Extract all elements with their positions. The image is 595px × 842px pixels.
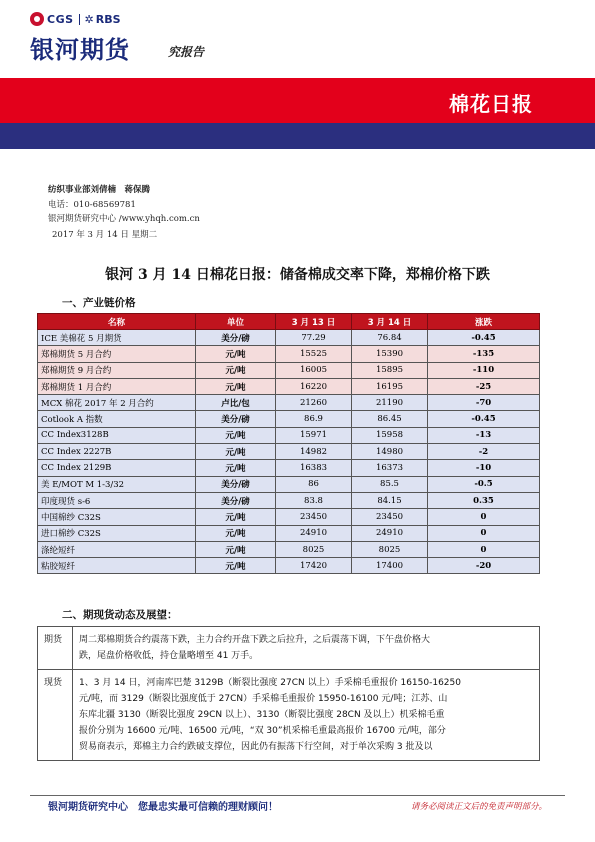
- cell-unit: 卢比/包: [196, 395, 276, 411]
- cell-mar14: 14980: [352, 444, 428, 460]
- spot-label: 现货: [38, 670, 73, 761]
- logo-cgs-text: CGS: [47, 12, 74, 26]
- cell-mar13: 15971: [276, 427, 352, 443]
- cell-unit: 元/吨: [196, 378, 276, 394]
- cell-change: -25: [428, 378, 540, 394]
- cell-name: CC Index 2227B: [38, 444, 196, 460]
- cell-name: Cotlook A 指数: [38, 411, 196, 427]
- table-row: [38, 525, 540, 541]
- main-title: 银河 3 月 14 日棉花日报：储备棉成交率下降，郑棉价格下跌: [105, 267, 490, 283]
- cell-mar14: 76.84: [352, 330, 428, 346]
- cell-change: -2: [428, 444, 540, 460]
- cell-change: 0: [428, 525, 540, 541]
- table-row: [38, 476, 540, 492]
- cell-change: 0: [428, 541, 540, 557]
- table-row: [38, 427, 540, 443]
- table-header-row: [38, 314, 540, 330]
- price-table: [37, 313, 540, 574]
- cell-mar13: 23450: [276, 509, 352, 525]
- cell-unit: 美分/磅: [196, 476, 276, 492]
- footer-slogan: 银河期货研究中心 您最忠实最可信赖的理财顾问！: [48, 802, 278, 813]
- cell-mar14: 85.5: [352, 476, 428, 492]
- cell-change: -70: [428, 395, 540, 411]
- cell-name: CC Index 2129B: [38, 460, 196, 476]
- futures-text: 周二郑棉期货合约震荡下跌，主力合约开盘下跌之后拉升，之后震荡下调，下午盘价格大 跌，尾盘价格收低，持仓量略增至 41 万手。: [73, 627, 540, 670]
- cell-unit: 元/吨: [196, 460, 276, 476]
- cell-mar13: 86: [276, 476, 352, 492]
- cell-unit: 元/吨: [196, 444, 276, 460]
- table-row: [38, 460, 540, 476]
- cell-mar14: 84.15: [352, 492, 428, 508]
- cell-change: -10: [428, 460, 540, 476]
- table-row: [38, 558, 540, 574]
- cell-name: MCX 棉花 2017 年 2 月合约: [38, 395, 196, 411]
- futures-label: 期货: [38, 627, 73, 670]
- cell-change: -0.5: [428, 476, 540, 492]
- cell-mar14: 15390: [352, 346, 428, 362]
- cell-change: -13: [428, 427, 540, 443]
- cell-mar13: 16383: [276, 460, 352, 476]
- cell-unit: 美分/磅: [196, 330, 276, 346]
- header-band-navy: [0, 123, 595, 149]
- table-row: [38, 346, 540, 362]
- cell-mar14: 24910: [352, 525, 428, 541]
- table-row: [38, 330, 540, 346]
- cell-mar13: 83.8: [276, 492, 352, 508]
- date-line: 2017 年 3 月 14 日 星期二: [52, 230, 158, 240]
- author-line: 纺织事业部刘倩楠 蒋保腾: [48, 185, 151, 195]
- cell-unit: 元/吨: [196, 509, 276, 525]
- cell-change: -20: [428, 558, 540, 574]
- section-title-outlook: 二、期现货动态及展望：: [62, 609, 178, 621]
- cell-mar13: 8025: [276, 541, 352, 557]
- cell-name: CC Index3128B: [38, 427, 196, 443]
- table-row: [38, 541, 540, 557]
- cell-unit: 元/吨: [196, 525, 276, 541]
- cell-unit: 元/吨: [196, 541, 276, 557]
- report-title: 棉花日报: [449, 92, 533, 116]
- brand-subtitle: 究报告: [168, 45, 205, 59]
- cell-unit: 元/吨: [196, 346, 276, 362]
- cell-unit: 元/吨: [196, 558, 276, 574]
- spot-text: 1、3 月 14 日，河南库巴楚 3129B（断裂比强度 27CN 以上）手采棉毛重报价 16150-16250 元/吨，而 3129（断裂比强度低于 27CN）手采棉毛重报价 15950-16100 元/吨；江苏、山 东库北疆 3130（断裂比强度 29CN 以上）、3130（断裂比强度 28CN 及以上）机采棉毛重 报价分别为 16600 元/吨、16500 元/吨，“双 30”机采棉毛重最高报价 16700 元/吨，部分 贸易商表示，郑棉主力合约跌破支撑位，因此仍有振荡下行空间，对于单次采购 3 批及以: [73, 670, 540, 761]
- cell-name: 印度现货 s-6: [38, 492, 196, 508]
- center-line: 银河期货研究中心 /www.yhqh.com.cn: [48, 214, 200, 224]
- col-header-mar14: 3 月 14 日: [352, 314, 428, 330]
- rbs-logo-icon: ✲: [84, 12, 94, 26]
- cell-change: -0.45: [428, 330, 540, 346]
- cell-name: 郑棉期货 9 月合约: [38, 362, 196, 378]
- table-row: [38, 362, 540, 378]
- cell-name: 郑棉期货 5 月合约: [38, 346, 196, 362]
- cgs-logo-icon: [30, 12, 44, 26]
- cell-unit: 元/吨: [196, 362, 276, 378]
- cell-mar13: 15525: [276, 346, 352, 362]
- logo-divider: [79, 14, 80, 25]
- table-row: [38, 378, 540, 394]
- col-header-name: 名称: [38, 314, 196, 330]
- phone-line: 电话：010-68569781: [48, 200, 136, 210]
- cell-mar13: 16220: [276, 378, 352, 394]
- outlook-row-futures: [38, 627, 540, 670]
- cell-name: 中国棉纱 C32S: [38, 509, 196, 525]
- cell-unit: 元/吨: [196, 427, 276, 443]
- footer-disclaimer: 请务必阅读正文后的免责声明部分。: [410, 802, 547, 812]
- cell-mar14: 23450: [352, 509, 428, 525]
- cell-change: -110: [428, 362, 540, 378]
- cell-mar14: 16373: [352, 460, 428, 476]
- cell-name: 郑棉期货 1 月合约: [38, 378, 196, 394]
- section-title-prices: 一、产业链价格: [62, 297, 136, 309]
- cell-mar14: 86.45: [352, 411, 428, 427]
- cell-mar14: 17400: [352, 558, 428, 574]
- cell-mar14: 8025: [352, 541, 428, 557]
- col-header-change: 涨跌: [428, 314, 540, 330]
- table-row: [38, 395, 540, 411]
- cell-mar13: 16005: [276, 362, 352, 378]
- cell-mar13: 24910: [276, 525, 352, 541]
- cell-mar13: 17420: [276, 558, 352, 574]
- cell-name: 美 E/MOT M 1-3/32: [38, 476, 196, 492]
- cell-change: 0.35: [428, 492, 540, 508]
- col-header-unit: 单位: [196, 314, 276, 330]
- cell-mar14: 15958: [352, 427, 428, 443]
- col-header-mar13: 3 月 13 日: [276, 314, 352, 330]
- outlook-row-spot: [38, 670, 540, 761]
- cell-name: 粘胶短纤: [38, 558, 196, 574]
- cell-unit: 美分/磅: [196, 492, 276, 508]
- cell-mar14: 15895: [352, 362, 428, 378]
- outlook-table: [37, 626, 540, 761]
- table-row: [38, 492, 540, 508]
- footer-divider: [30, 795, 565, 796]
- table-row: [38, 444, 540, 460]
- cell-name: 进口棉纱 C32S: [38, 525, 196, 541]
- table-row: [38, 411, 540, 427]
- cell-mar14: 21190: [352, 395, 428, 411]
- cell-change: 0: [428, 509, 540, 525]
- brand-name: 银河期货: [30, 36, 130, 64]
- cell-mar13: 14982: [276, 444, 352, 460]
- cell-change: -135: [428, 346, 540, 362]
- logo: [30, 12, 121, 26]
- cell-mar13: 86.9: [276, 411, 352, 427]
- table-row: [38, 509, 540, 525]
- cell-change: -0.45: [428, 411, 540, 427]
- cell-mar14: 16195: [352, 378, 428, 394]
- cell-name: ICE 美棉花 5 月期货: [38, 330, 196, 346]
- cell-mar13: 21260: [276, 395, 352, 411]
- cell-name: 涤纶短纤: [38, 541, 196, 557]
- cell-mar13: 77.29: [276, 330, 352, 346]
- logo-rbs-text: RBS: [95, 12, 121, 26]
- cell-unit: 美分/磅: [196, 411, 276, 427]
